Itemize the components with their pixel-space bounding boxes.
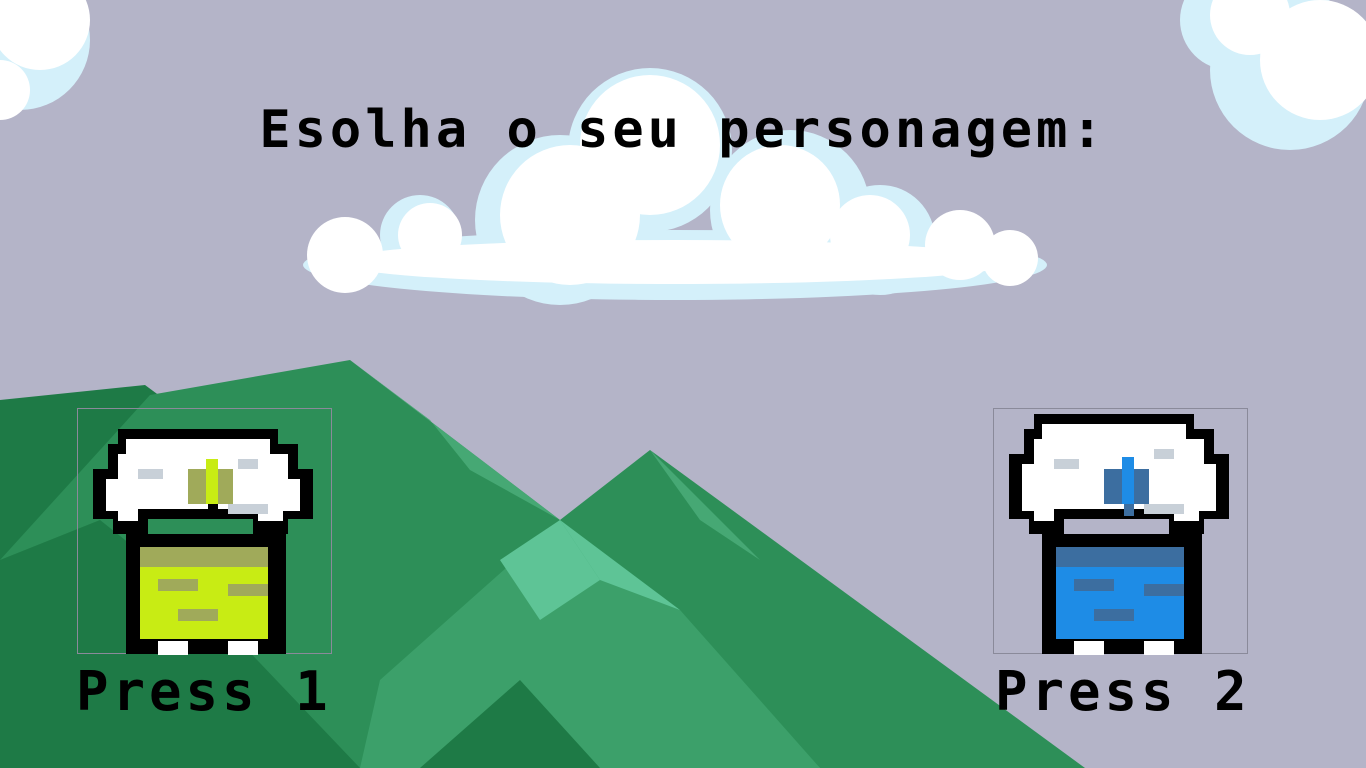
lime-mushroom-character xyxy=(78,409,333,655)
character-select-player-1[interactable] xyxy=(77,408,332,654)
page-title: Esolha o seu personagem: xyxy=(259,100,1107,160)
press-1-label[interactable]: Press 1 xyxy=(76,660,332,723)
character-select-player-2[interactable] xyxy=(993,408,1248,654)
blue-mushroom-character xyxy=(994,409,1249,655)
press-2-label[interactable]: Press 2 xyxy=(995,660,1251,723)
